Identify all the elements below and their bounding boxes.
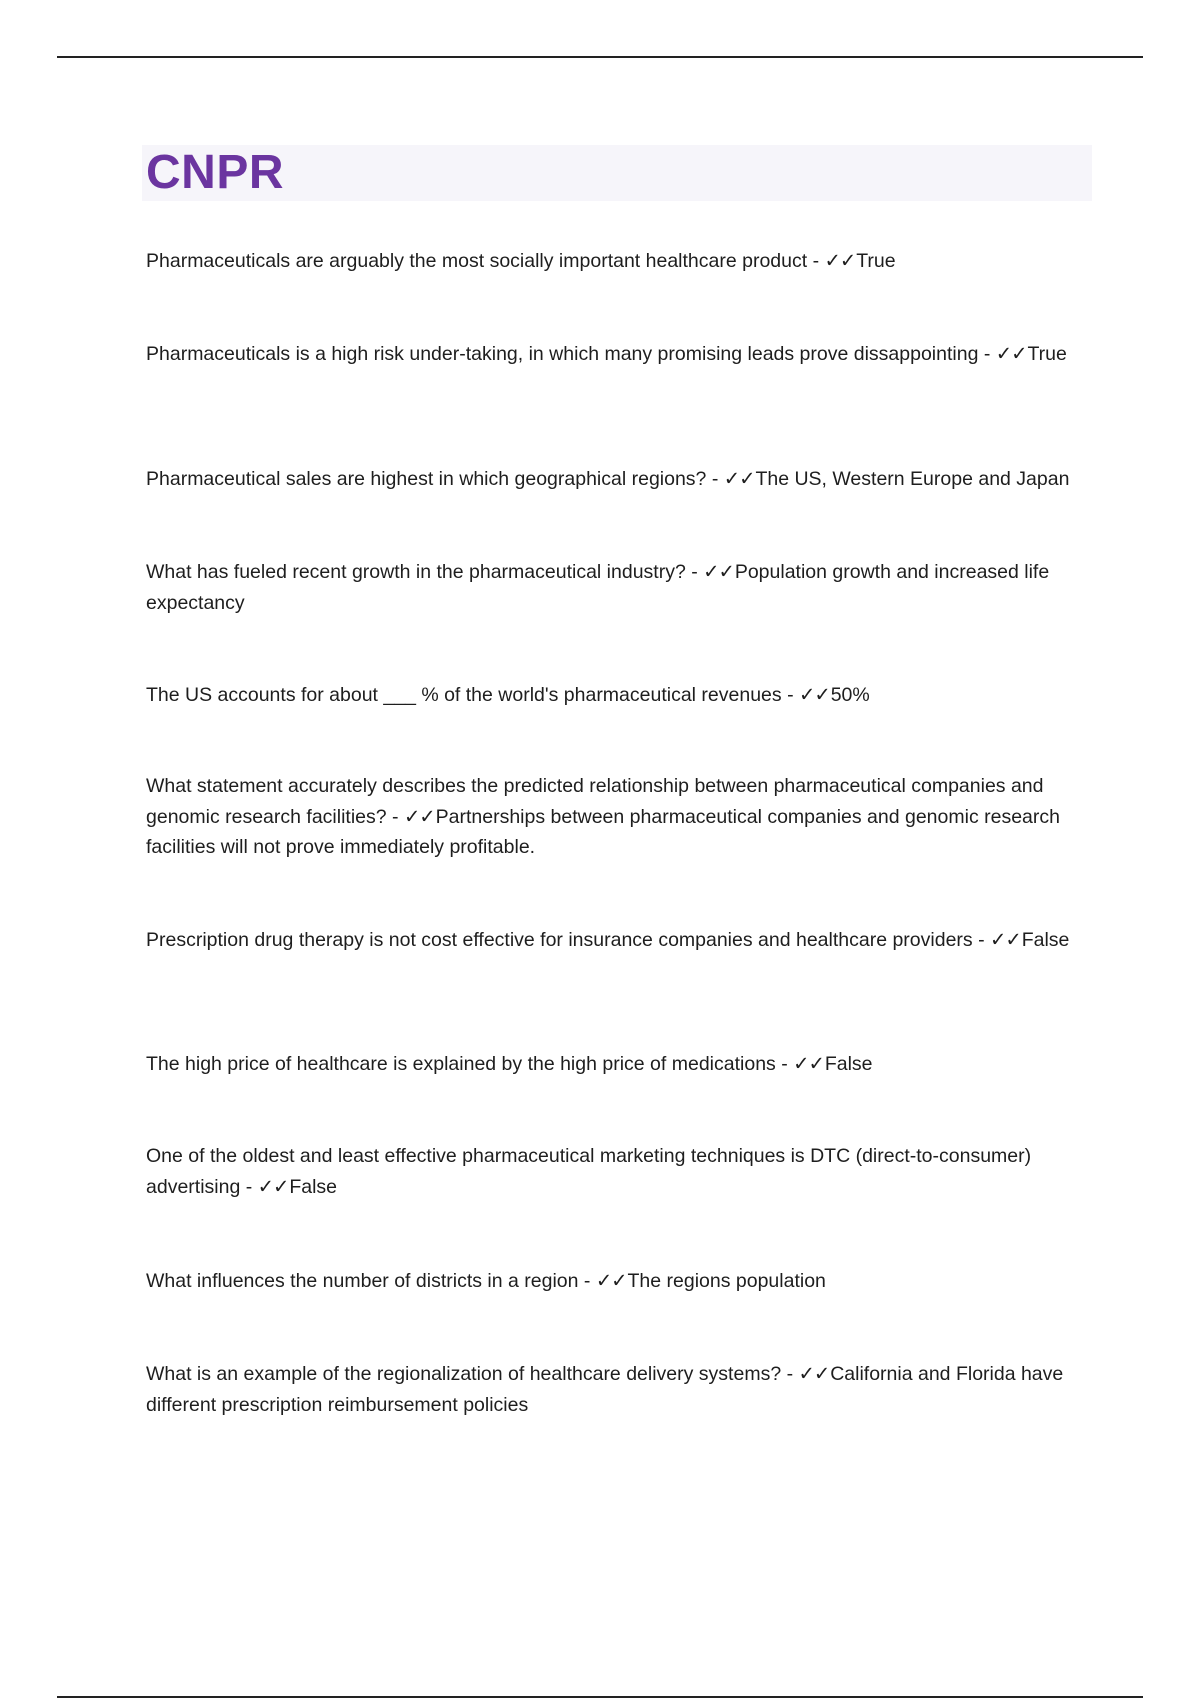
qa-item [146,557,1092,618]
separator: - [807,250,825,272]
double-check-icon: ✓✓ [723,468,755,490]
separator: - [781,684,799,706]
answer-text: 50% [830,684,870,706]
double-check-icon: ✓✓ [995,343,1027,365]
answer-text: False [1021,929,1070,951]
separator: - [240,1175,258,1198]
separator: - [685,561,704,583]
qa-item [146,925,1092,956]
question-text: What statement accurately describes the predicted relationship between pharmaceutical companies and genomic research facilities? [146,775,1044,828]
separator: - [386,805,404,828]
qa-item [146,246,1092,277]
question-text: Pharmaceuticals is a high risk under-taking, in which many promising leads prove dissappointing [146,343,979,365]
question-text: Prescription drug therapy is not cost effective for insurance companies and healthcare providers [146,929,973,951]
separator: - [972,929,991,951]
qa-item [146,1141,1092,1202]
separator: - [706,468,724,490]
double-check-icon: ✓✓ [990,929,1021,951]
question-text: The high price of healthcare is explained by the high price of medications [146,1053,776,1075]
bottom-rule [57,1696,1143,1698]
double-check-icon: ✓✓ [798,1363,830,1385]
separator: - [775,1053,794,1075]
double-check-icon: ✓✓ [257,1175,289,1198]
answer-text: The US, Western Europe and Japan [755,468,1070,490]
question-text: What influences the number of districts in a region [146,1270,579,1292]
answer-text: The regions population [627,1270,826,1292]
qa-item [146,1266,1092,1297]
answer-text: Population growth and increased life expectancy [146,561,1050,614]
separator: - [781,1363,799,1385]
answer-text: True [1027,343,1067,365]
qa-item [146,771,1092,863]
question-text: What has fueled recent growth in the pharmaceutical industry? [146,561,686,583]
question-text: Pharmaceuticals are arguably the most socially important healthcare product [146,250,808,272]
double-check-icon: ✓✓ [595,1270,627,1292]
question-text: Pharmaceutical sales are highest in which geographical regions? [146,468,707,490]
double-check-icon: ✓✓ [403,805,435,828]
answer-text: True [856,250,896,272]
qa-item [146,464,1092,495]
answer-text: False [289,1175,338,1198]
separator: - [978,343,996,365]
qa-item [146,1359,1092,1420]
title-band [142,145,1092,201]
separator: - [578,1270,596,1292]
document-title: CNPR [146,146,285,199]
answer-text: California and Florida have different prescription reimbursement policies [146,1363,1064,1416]
qa-item [146,1049,1092,1080]
double-check-icon: ✓✓ [799,684,830,706]
answer-text: Partnerships between pharmaceutical companies and genomic research facilities will not prove immediately profitable. [146,805,1060,858]
question-text: What is an example of the regionalization of healthcare delivery systems? [146,1363,782,1385]
question-text: One of the oldest and least effective pharmaceutical marketing techniques is DTC (direct-to-consumer) advertising [146,1145,1032,1198]
qa-item [146,339,1092,370]
top-rule [57,56,1143,58]
qa-item [146,680,1092,711]
double-check-icon: ✓✓ [703,561,734,583]
question-text: The US accounts for about ___ % of the world's pharmaceutical revenues [146,684,782,706]
double-check-icon: ✓✓ [793,1053,824,1075]
double-check-icon: ✓✓ [824,250,856,272]
answer-text: False [824,1053,873,1075]
